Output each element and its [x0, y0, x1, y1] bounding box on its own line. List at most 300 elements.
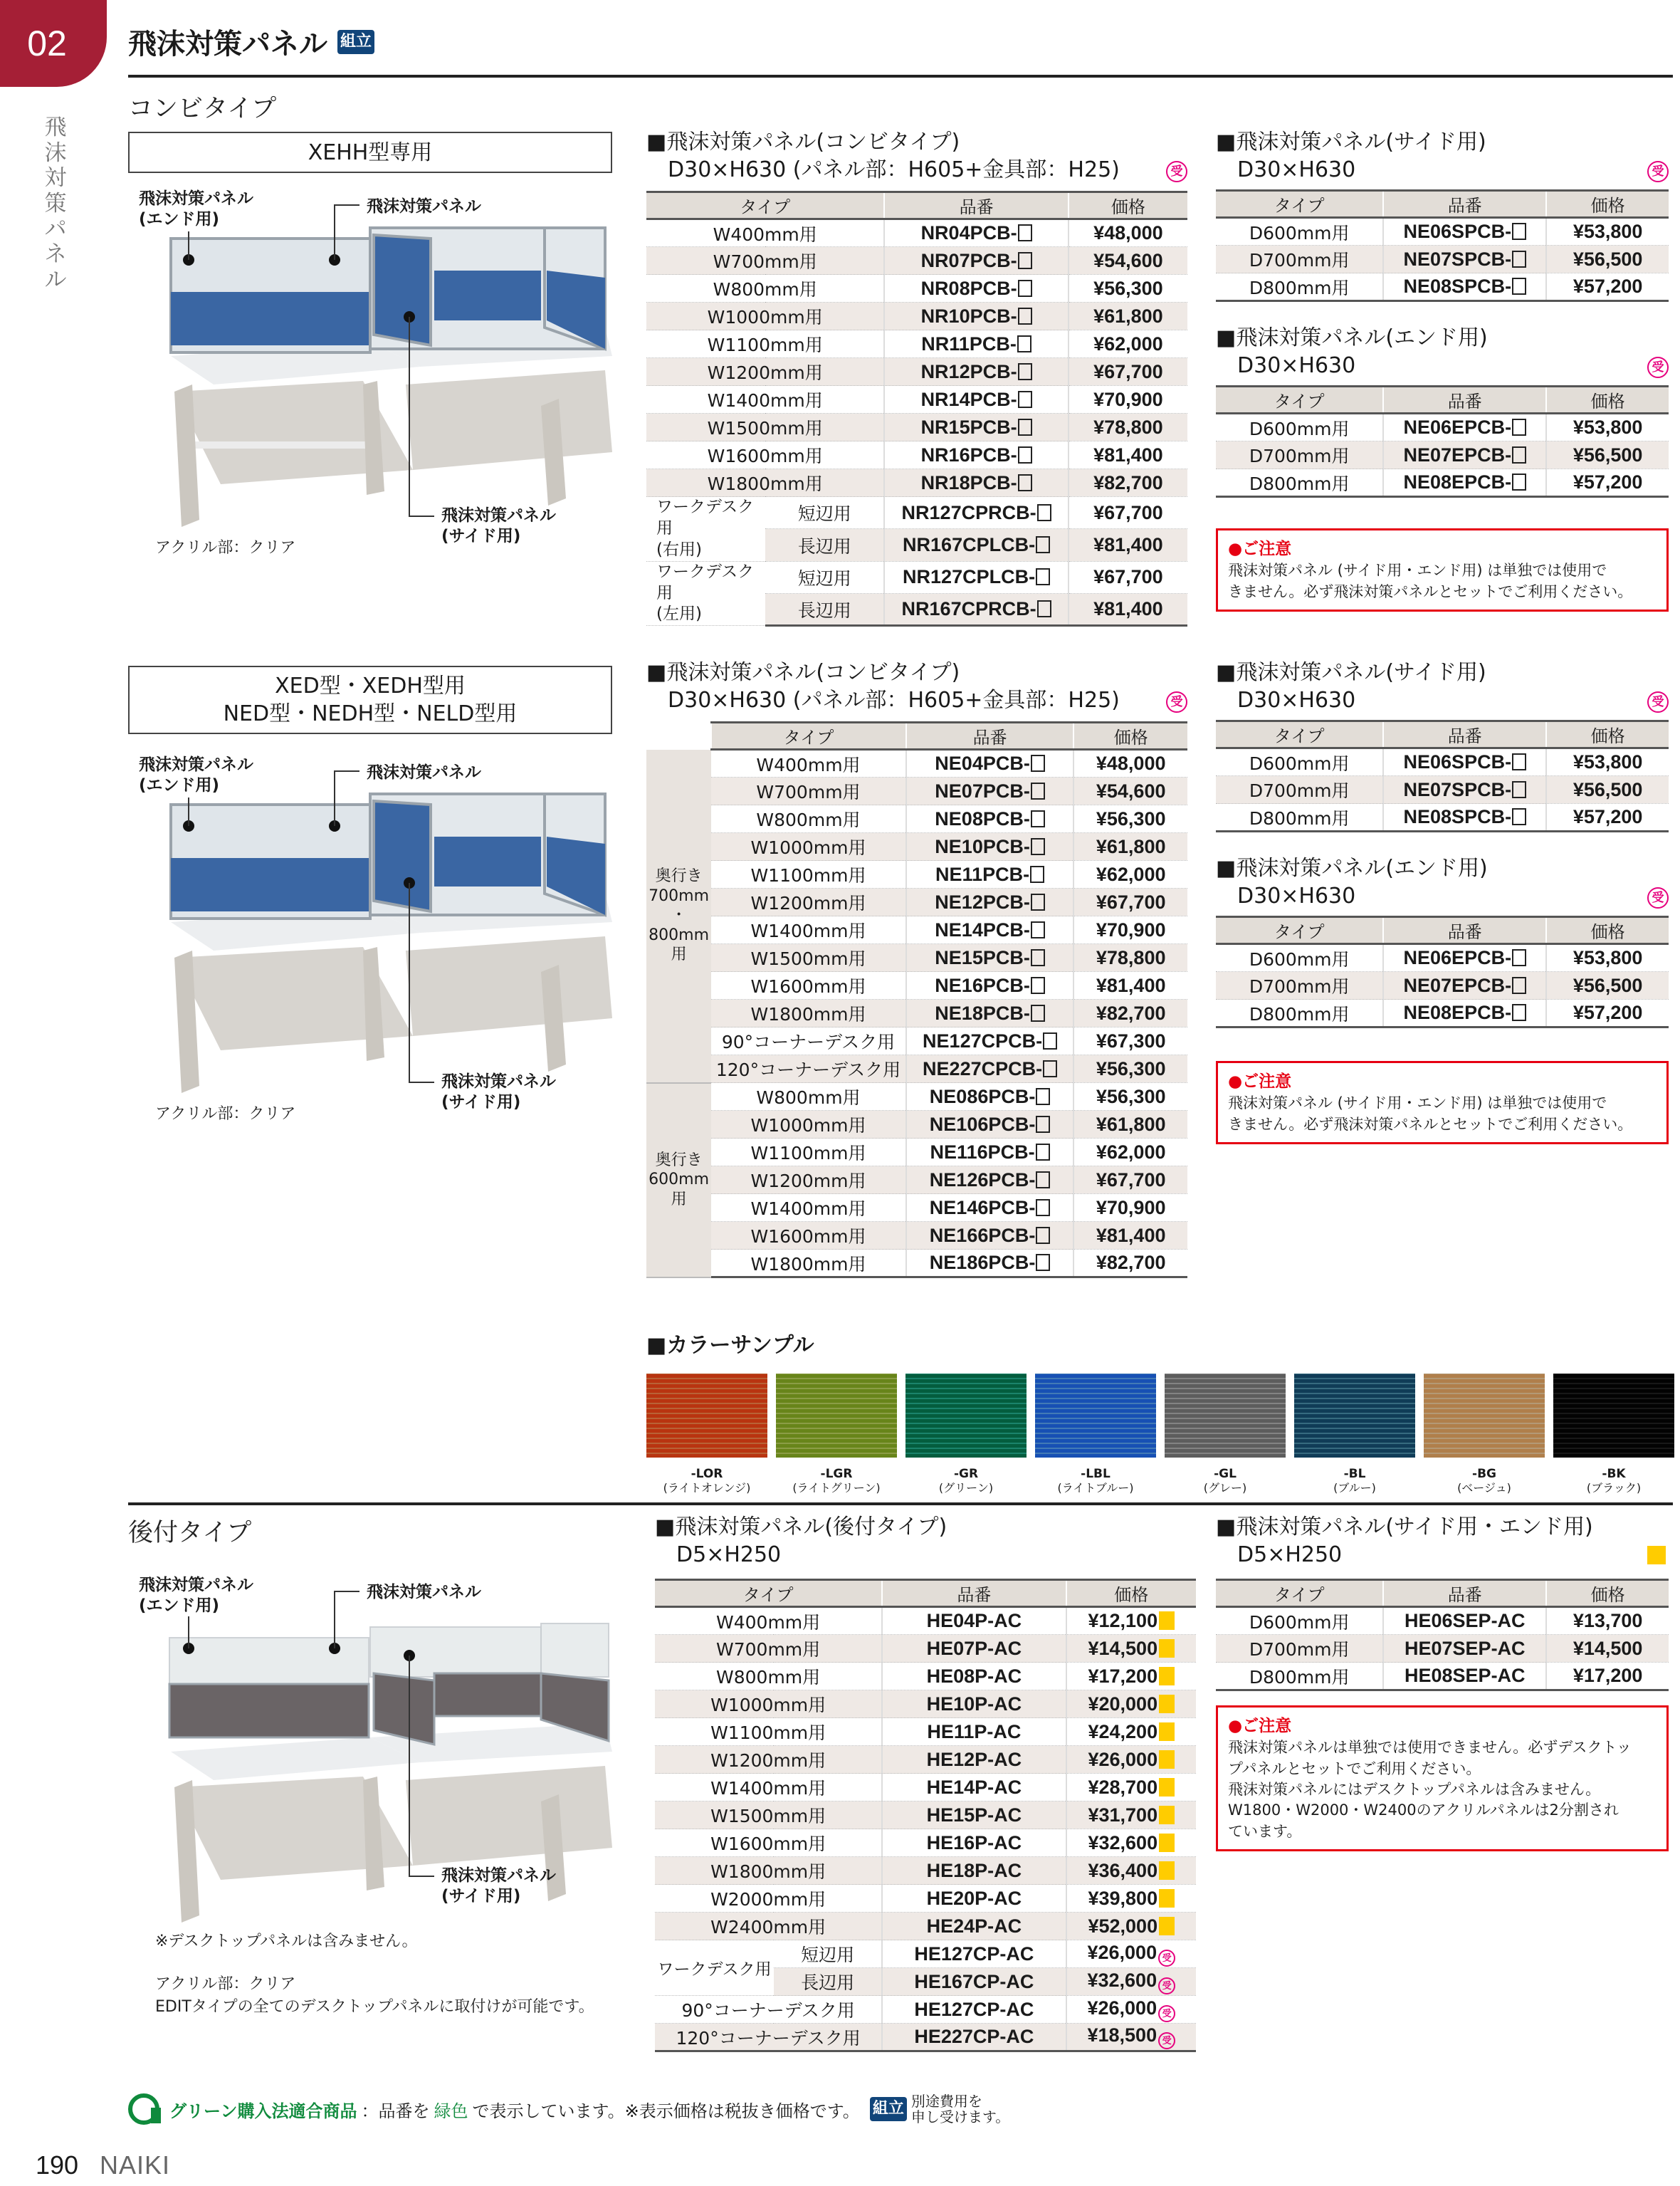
side-cell: 短辺用	[765, 561, 884, 593]
page-title-text: 飛沫対策パネル	[128, 28, 327, 61]
color-code-box-icon	[1018, 280, 1032, 297]
table-row	[655, 1690, 1196, 1718]
product-code: NE07EPCB-	[1383, 972, 1546, 1000]
group-label: ワークデスク用 (左用)	[646, 561, 765, 626]
color-code-box-icon	[1031, 949, 1045, 966]
table-row	[655, 1885, 1196, 1913]
type-cell: D800mm用	[1216, 1663, 1383, 1690]
table-row	[646, 497, 1187, 529]
color-code-box-icon	[1512, 753, 1526, 770]
product-code: NE126PCB-	[906, 1166, 1074, 1194]
yellow-mark-icon	[1159, 1917, 1175, 1935]
table-row	[1216, 469, 1669, 497]
type-cell: W1800mm用	[711, 1000, 906, 1027]
product-code: NR04PCB-	[884, 219, 1068, 247]
type-cell: D600mm用	[1216, 218, 1383, 246]
price: ¥70,900	[1069, 386, 1187, 414]
color-swatch	[1424, 1374, 1545, 1495]
product-code: NE106PCB-	[906, 1111, 1074, 1139]
order-mark-icon: 受	[1647, 357, 1669, 378]
type-cell: W700mm用	[655, 1635, 882, 1663]
side-label-char: 対	[44, 165, 67, 192]
type-cell: D800mm用	[1216, 469, 1383, 497]
price: ¥54,600	[1073, 778, 1187, 805]
caution-line: 飛沫対策パネルは単独では使用できません。必ずデスクトッ	[1228, 1739, 1632, 1757]
section-title-rear: 後付タイプ	[128, 1519, 252, 1547]
type-cell: W1400mm用	[711, 1194, 906, 1222]
color-code-box-icon	[1512, 419, 1526, 436]
color-code-box-icon	[1018, 363, 1032, 380]
product-code: NE08EPCB-	[1383, 469, 1546, 497]
type-cell: D800mm用	[1216, 273, 1383, 301]
product-code: HE14P-AC	[882, 1774, 1066, 1801]
swatch-list	[646, 1374, 1674, 1495]
color-code-box-icon	[1512, 808, 1526, 825]
color-code-box-icon	[1018, 391, 1032, 408]
product-code: HE11P-AC	[882, 1718, 1066, 1746]
color-code-box-icon	[1036, 1144, 1050, 1161]
product-code: NR10PCB-	[884, 303, 1068, 330]
swatch-name: (ブラック)	[1586, 1480, 1642, 1495]
color-code-box-icon	[1031, 1005, 1045, 1022]
table-row	[1216, 1607, 1669, 1635]
column-header: タイプ	[655, 1580, 882, 1607]
column-header: 価格	[1073, 723, 1187, 750]
column-header: 品番	[1383, 1580, 1546, 1607]
price: ¥81,400	[1069, 529, 1187, 561]
swatch-code: -BL	[1343, 1467, 1366, 1481]
table-header-row	[1216, 387, 1669, 414]
product-code: NR11PCB-	[884, 330, 1068, 358]
swatch-chip	[646, 1374, 767, 1458]
table-row	[655, 1774, 1196, 1801]
product-code: NR127CPRCB-	[884, 497, 1068, 529]
type-cell: W1800mm用	[711, 1250, 906, 1277]
order-mark-icon: 受	[1166, 691, 1187, 713]
assembly-note: 別途費用を 申し受けます。	[910, 2093, 1010, 2125]
color-code-box-icon	[1018, 308, 1032, 325]
color-swatch	[646, 1374, 767, 1495]
table-row	[655, 1607, 1196, 1635]
type-cell: W1800mm用	[646, 469, 884, 497]
price: ¥52,000	[1066, 1913, 1196, 1940]
type-cell: W1400mm用	[711, 916, 906, 944]
yellow-mark-icon	[1159, 1778, 1175, 1797]
model-box	[128, 132, 612, 173]
side-cell: 長辺用	[774, 1968, 882, 1996]
table-header-row	[655, 1580, 1196, 1607]
swatch-chip	[1553, 1374, 1674, 1458]
color-code-box-icon	[1018, 446, 1032, 464]
order-mark-icon: 受	[1647, 887, 1669, 909]
type-cell: W1500mm用	[646, 414, 884, 441]
caution-line: 飛沫対策パネル (サイド用・エンド用) は単独では使用で	[1228, 562, 1607, 580]
color-code-box-icon	[1036, 1199, 1050, 1216]
table-header-row	[646, 192, 1187, 219]
table-row	[655, 1940, 1196, 1968]
price: ¥62,000	[1069, 330, 1187, 358]
color-samples-title: ■カラーサンプル	[646, 1333, 814, 1358]
type-cell: W1000mm用	[711, 1111, 906, 1139]
product-code: NE07PCB-	[906, 778, 1074, 805]
type-cell: W1000mm用	[711, 833, 906, 861]
price: ¥24,200	[1066, 1718, 1196, 1746]
callout-main-panel: 飛沫対策パネル	[367, 1583, 481, 1601]
price: ¥57,200	[1546, 469, 1669, 497]
type-cell: 90°コーナーデスク用	[711, 1027, 906, 1055]
price: ¥53,800	[1546, 414, 1669, 441]
yellow-mark-icon	[1159, 1861, 1175, 1880]
caution-box	[1216, 1705, 1669, 1851]
type-cell: W1400mm用	[655, 1774, 882, 1801]
callout-end-panel: 飛沫対策パネル (エンド用)	[139, 1576, 253, 1615]
table-row	[1216, 972, 1669, 1000]
color-swatch	[1294, 1374, 1415, 1495]
swatch-code: -GR	[953, 1467, 979, 1481]
table-title: ■飛沫対策パネル(コンビタイプ) D30×H630 (パネル部：H605+金具部：H25) 受	[646, 128, 1187, 184]
table-row	[1216, 246, 1669, 273]
type-cell: 120°コーナーデスク用	[655, 2024, 882, 2051]
combi-main-table-block	[646, 128, 1187, 627]
caution-heading: ●ご注意	[1228, 1717, 1292, 1735]
table-row	[655, 1746, 1196, 1774]
product-code: HE127CP-AC	[882, 1996, 1066, 2024]
order-mark-icon: 受	[1158, 1950, 1175, 1967]
table-row	[655, 2024, 1196, 2051]
product-code: NE15PCB-	[906, 944, 1074, 972]
color-code-box-icon	[1030, 866, 1044, 883]
table-row	[646, 441, 1187, 469]
color-code-box-icon	[1037, 504, 1051, 521]
type-cell: D800mm用	[1216, 1000, 1383, 1027]
product-code: NE12PCB-	[906, 889, 1074, 916]
type-cell: W1000mm用	[655, 1690, 882, 1718]
color-swatch	[776, 1374, 897, 1495]
color-code-box-icon	[1512, 278, 1526, 295]
side-label-char: ル	[44, 266, 67, 293]
type-cell: D600mm用	[1216, 414, 1383, 441]
color-swatch	[1165, 1374, 1286, 1495]
table-header-row	[1216, 1580, 1669, 1607]
price: ¥36,400	[1066, 1857, 1196, 1885]
swatch-chip	[1424, 1374, 1545, 1458]
table-row	[646, 1083, 1187, 1111]
model-line: XED型・XEDH型用	[275, 674, 466, 699]
caution-line: きません。必ず飛沫対策パネルとセットでご利用ください。	[1228, 1115, 1633, 1133]
product-code: HE18P-AC	[882, 1857, 1066, 1885]
product-code: NE07SPCB-	[1383, 776, 1546, 804]
color-code-box-icon	[1018, 419, 1032, 436]
group-label: ワークデスク用	[655, 1940, 774, 1996]
footer-note: グリーン購入法適合商品 ：品番を 緑色 で表示しています。※表示価格は税抜き価格です。 組立 別途費用を 申し受けます。	[128, 2093, 1009, 2125]
blank-header	[646, 723, 711, 750]
column-header: 価格	[1546, 387, 1669, 414]
table-row	[646, 469, 1187, 497]
product-code: HE08P-AC	[882, 1663, 1066, 1690]
desk-illustration-combi-2	[121, 737, 634, 1136]
product-code: NE11PCB-	[906, 861, 1074, 889]
table-row	[646, 414, 1187, 441]
color-code-box-icon	[1043, 1060, 1057, 1077]
color-code-box-icon	[1031, 921, 1045, 938]
type-cell: W800mm用	[655, 1663, 882, 1690]
price: ¥26,000 受	[1066, 1940, 1196, 1968]
rear-side-end-table-block: ■飛沫対策パネル(サイド用・エンド用) D5×H250 タイプ 品番 価格 D600mm用 HE06SEP-AC ¥13,700 D700mm用 HE07SEP-AC ¥14,500 D800mm用 HE08SEP-AC ¥17,200	[1216, 1513, 1669, 1691]
product-code: HE04P-AC	[882, 1607, 1066, 1635]
table-row	[646, 330, 1187, 358]
swatch-name: (ライトオレンジ)	[663, 1480, 751, 1495]
price: ¥82,700	[1069, 469, 1187, 497]
table-row	[646, 219, 1187, 247]
product-code: NE146PCB-	[906, 1194, 1074, 1222]
price: ¥39,800	[1066, 1885, 1196, 1913]
combi-end-table-block: ■飛沫対策パネル(エンド用) D30×H630 受 タイプ 品番 価格 D600mm用 NE06EPCB- ¥53,800 D700mm用 NE07EPCB- ¥56,500 D800mm用 NE08EPCB- ¥57,200	[1216, 324, 1669, 498]
product-code: NR12PCB-	[884, 358, 1068, 386]
rear-note-2: アクリル部：クリア	[155, 1975, 296, 1993]
price: ¥14,500	[1066, 1635, 1196, 1663]
type-cell: W1600mm用	[646, 441, 884, 469]
side-cell: 短辺用	[765, 497, 884, 529]
type-cell: W1100mm用	[711, 1139, 906, 1166]
color-code-box-icon	[1018, 252, 1032, 269]
yellow-mark-icon	[1159, 1611, 1175, 1630]
table-row	[646, 944, 1187, 972]
color-code-box-icon	[1018, 474, 1032, 491]
swatch-chip	[905, 1374, 1027, 1458]
caution-line: W1800・W2000・W2400のアクリルパネルは2分割され	[1228, 1801, 1619, 1819]
product-code: NE18PCB-	[906, 1000, 1074, 1027]
table-row	[646, 1166, 1187, 1194]
color-code-box-icon	[1036, 1227, 1050, 1244]
column-header: 価格	[1066, 1580, 1196, 1607]
swatch-chip	[1294, 1374, 1415, 1458]
column-header: 品番	[906, 723, 1074, 750]
swatch-code: -LOR	[691, 1467, 723, 1481]
product-code: NE10PCB-	[906, 833, 1074, 861]
type-cell: W800mm用	[646, 275, 884, 303]
product-code: HE16P-AC	[882, 1829, 1066, 1857]
price: ¥67,700	[1073, 889, 1187, 916]
price-table	[1216, 385, 1669, 498]
table-row	[1216, 273, 1669, 301]
table-row	[655, 1801, 1196, 1829]
section-title-combi: コンビタイプ	[128, 95, 277, 123]
caution-heading: ●ご注意	[1228, 1072, 1292, 1091]
color-code-box-icon	[1036, 1088, 1050, 1105]
column-header: 価格	[1546, 917, 1669, 944]
price: ¥56,300	[1069, 275, 1187, 303]
caution-line: 飛沫対策パネルにはデスクトップパネルは含みません。	[1228, 1780, 1601, 1798]
table-row	[646, 1222, 1187, 1250]
group-label: ワークデスク用 (右用)	[646, 497, 765, 562]
table-row	[646, 833, 1187, 861]
order-mark-icon: 受	[1158, 2032, 1175, 2049]
price: ¥81,400	[1073, 972, 1187, 1000]
product-code: NR18PCB-	[884, 469, 1068, 497]
swatch-name: (ライトグリーン)	[792, 1480, 881, 1495]
type-cell: D600mm用	[1216, 944, 1383, 972]
callout-side-panel: 飛沫対策パネル (サイド用)	[441, 1866, 556, 1905]
price: ¥56,300	[1073, 805, 1187, 833]
caution-line: プパネルとセットでご利用ください。	[1228, 1759, 1481, 1777]
column-header: タイプ	[1216, 387, 1383, 414]
type-cell: W700mm用	[711, 778, 906, 805]
depth-group-label: 奥行き 600mm 用	[646, 1083, 711, 1277]
table-row	[646, 972, 1187, 1000]
color-swatch	[1553, 1374, 1674, 1495]
price: ¥67,300	[1073, 1027, 1187, 1055]
price: ¥61,800	[1073, 833, 1187, 861]
table-row	[646, 386, 1187, 414]
price: ¥56,500	[1546, 972, 1669, 1000]
combi2-side-table-block: ■飛沫対策パネル(サイド用) D30×H630 受 タイプ 品番 価格 D600mm用 NE06SPCB- ¥53,800 D700mm用 NE07SPCB- ¥56,500 D800mm用 NE08SPCB- ¥57,200	[1216, 659, 1669, 832]
product-code: HE167CP-AC	[882, 1968, 1066, 1996]
combi2-end-table-block: ■飛沫対策パネル(エンド用) D30×H630 受 タイプ 品番 価格 D600mm用 NE06EPCB- ¥53,800 D700mm用 NE07EPCB- ¥56,500 D800mm用 NE08EPCB- ¥57,200	[1216, 854, 1669, 1028]
acrylic-note: アクリル部：クリア	[155, 539, 296, 557]
column-header: 品番	[884, 192, 1068, 219]
product-code: HE227CP-AC	[882, 2024, 1066, 2051]
product-code: NE06EPCB-	[1383, 944, 1546, 972]
type-cell: D700mm用	[1216, 776, 1383, 804]
table-row	[1216, 414, 1669, 441]
table-row	[646, 358, 1187, 386]
yellow-mark-icon	[1159, 1889, 1175, 1908]
price: ¥56,500	[1546, 246, 1669, 273]
price: ¥82,700	[1073, 1250, 1187, 1277]
color-swatch	[905, 1374, 1027, 1495]
desk-illustration-rear	[121, 1567, 634, 1965]
table-row	[1216, 1635, 1669, 1663]
price: ¥48,000	[1073, 750, 1187, 778]
color-code-box-icon	[1512, 1004, 1526, 1021]
caution-line: ています。	[1228, 1822, 1302, 1840]
product-code: HE20P-AC	[882, 1885, 1066, 1913]
table-header-row	[646, 723, 1187, 750]
product-code: NE08SPCB-	[1383, 804, 1546, 832]
table-row	[646, 275, 1187, 303]
color-code-box-icon	[1031, 977, 1045, 994]
callout-end-panel: 飛沫対策パネル (エンド用)	[139, 755, 253, 795]
swatch-chip	[776, 1374, 897, 1458]
color-code-box-icon	[1031, 783, 1045, 800]
type-cell: W1500mm用	[711, 944, 906, 972]
color-code-box-icon	[1512, 474, 1526, 491]
brand-name: NAIKI	[100, 2150, 171, 2180]
column-header: 価格	[1546, 191, 1669, 218]
price: ¥57,200	[1546, 273, 1669, 301]
color-code-box-icon	[1036, 536, 1050, 553]
type-cell: 90°コーナーデスク用	[655, 1996, 882, 2024]
desk-combi-graphic	[121, 737, 634, 1136]
price-table	[646, 191, 1187, 627]
price: ¥20,000	[1066, 1690, 1196, 1718]
product-code: NR15PCB-	[884, 414, 1068, 441]
price: ¥56,500	[1546, 776, 1669, 804]
model-line: NED型・NEDH型・NELD型用	[223, 701, 518, 726]
price: ¥56,300	[1073, 1083, 1187, 1111]
price: ¥81,400	[1073, 1222, 1187, 1250]
side-label-char: 飛	[44, 115, 67, 140]
table-row	[646, 247, 1187, 275]
product-code: NE08EPCB-	[1383, 1000, 1546, 1027]
side-label-char: パ	[44, 216, 67, 242]
table-row	[1216, 776, 1669, 804]
product-code: NE06SPCB-	[1383, 748, 1546, 776]
product-code: NR16PCB-	[884, 441, 1068, 469]
type-cell: W1600mm用	[655, 1829, 882, 1857]
caution-box	[1216, 528, 1669, 612]
table-row	[655, 1913, 1196, 1940]
price: ¥70,900	[1073, 1194, 1187, 1222]
price: ¥62,000	[1073, 861, 1187, 889]
color-code-box-icon	[1031, 894, 1045, 911]
swatch-code: -BG	[1472, 1467, 1496, 1481]
type-cell: W700mm用	[646, 247, 884, 275]
product-code: NE06EPCB-	[1383, 414, 1546, 441]
price: ¥81,400	[1069, 441, 1187, 469]
type-cell: W1200mm用	[711, 1166, 906, 1194]
color-code-box-icon	[1036, 1254, 1050, 1271]
swatch-name: (ベージュ)	[1457, 1480, 1511, 1495]
price: ¥28,700	[1066, 1774, 1196, 1801]
table-row	[1216, 441, 1669, 469]
product-code: NE166PCB-	[906, 1222, 1074, 1250]
color-code-box-icon	[1031, 755, 1045, 772]
type-cell: D800mm用	[1216, 804, 1383, 832]
callout-end-panel: 飛沫対策パネル (エンド用)	[139, 189, 253, 229]
price-table	[655, 1579, 1196, 2052]
product-code: NE186PCB-	[906, 1250, 1074, 1277]
yellow-mark-icon	[1159, 1750, 1175, 1769]
table-row	[646, 1000, 1187, 1027]
product-code: HE24P-AC	[882, 1913, 1066, 1940]
product-code: HE10P-AC	[882, 1690, 1066, 1718]
type-cell: W1600mm用	[711, 1222, 906, 1250]
caution-line: きません。必ず飛沫対策パネルとセットでご利用ください。	[1228, 582, 1633, 600]
table-row	[646, 1194, 1187, 1222]
color-code-box-icon	[1036, 568, 1050, 585]
product-code: HE07P-AC	[882, 1635, 1066, 1663]
color-code-box-icon	[1037, 600, 1051, 617]
product-code: NE16PCB-	[906, 972, 1074, 1000]
type-cell: W400mm用	[646, 219, 884, 247]
product-code: NE08PCB-	[906, 805, 1074, 833]
table-row	[655, 1996, 1196, 2024]
table-row	[646, 1250, 1187, 1277]
product-code: HE06SEP-AC	[1383, 1607, 1546, 1635]
yellow-mark-icon	[1159, 1695, 1175, 1713]
price: ¥32,600 受	[1066, 1968, 1196, 1996]
rear-main-table-block: ■飛沫対策パネル(後付タイプ) D5×H250 タイプ 品番 価格 W400mm用 HE04P-AC ¥12,100 W700mm用 HE07P-AC ¥14,500 W800mm用 HE08P-AC ¥17,200 W1000mm用 HE10P-AC ¥20,000 W1100mm用 HE11P-AC ¥24,200 W1200mm用 HE12P-AC ¥26,000 W1400mm用 HE14P-AC ¥28,700 W1500mm用 HE15P-AC ¥31,700 W1600mm用 HE16P-AC ¥32,600 W1800mm用 HE18P-AC ¥36,400 W2000mm用 HE20P-AC ¥39,800 W2400mm用 HE24P-AC ¥52,000 ワークデスク用 短辺用 HE127CP-AC ¥26,000 受 長辺用 HE167CP-AC ¥32,600 受 90°コーナーデスク用 HE127CP-AC ¥26,000 受 120°コーナーデスク用 HE227CP-AC ¥18,500 受	[655, 1513, 1196, 2052]
table-row	[1216, 1000, 1669, 1027]
color-swatch	[1035, 1374, 1156, 1495]
price: ¥26,000	[1066, 1746, 1196, 1774]
color-samples	[646, 1332, 1674, 1495]
caution-box	[1216, 1061, 1669, 1144]
table-row	[646, 778, 1187, 805]
type-cell: D700mm用	[1216, 246, 1383, 273]
caution-line: 飛沫対策パネル (サイド用・エンド用) は単独では使用で	[1228, 1094, 1607, 1112]
table-row	[646, 861, 1187, 889]
page-title	[128, 21, 374, 62]
price: ¥31,700	[1066, 1801, 1196, 1829]
price: ¥26,000 受	[1066, 1996, 1196, 2024]
color-code-box-icon	[1031, 838, 1045, 855]
product-code: NE227CPCB-	[906, 1055, 1074, 1083]
table-row	[646, 1055, 1187, 1083]
yellow-mark-icon	[1159, 1722, 1175, 1741]
color-code-box-icon	[1036, 1116, 1050, 1133]
